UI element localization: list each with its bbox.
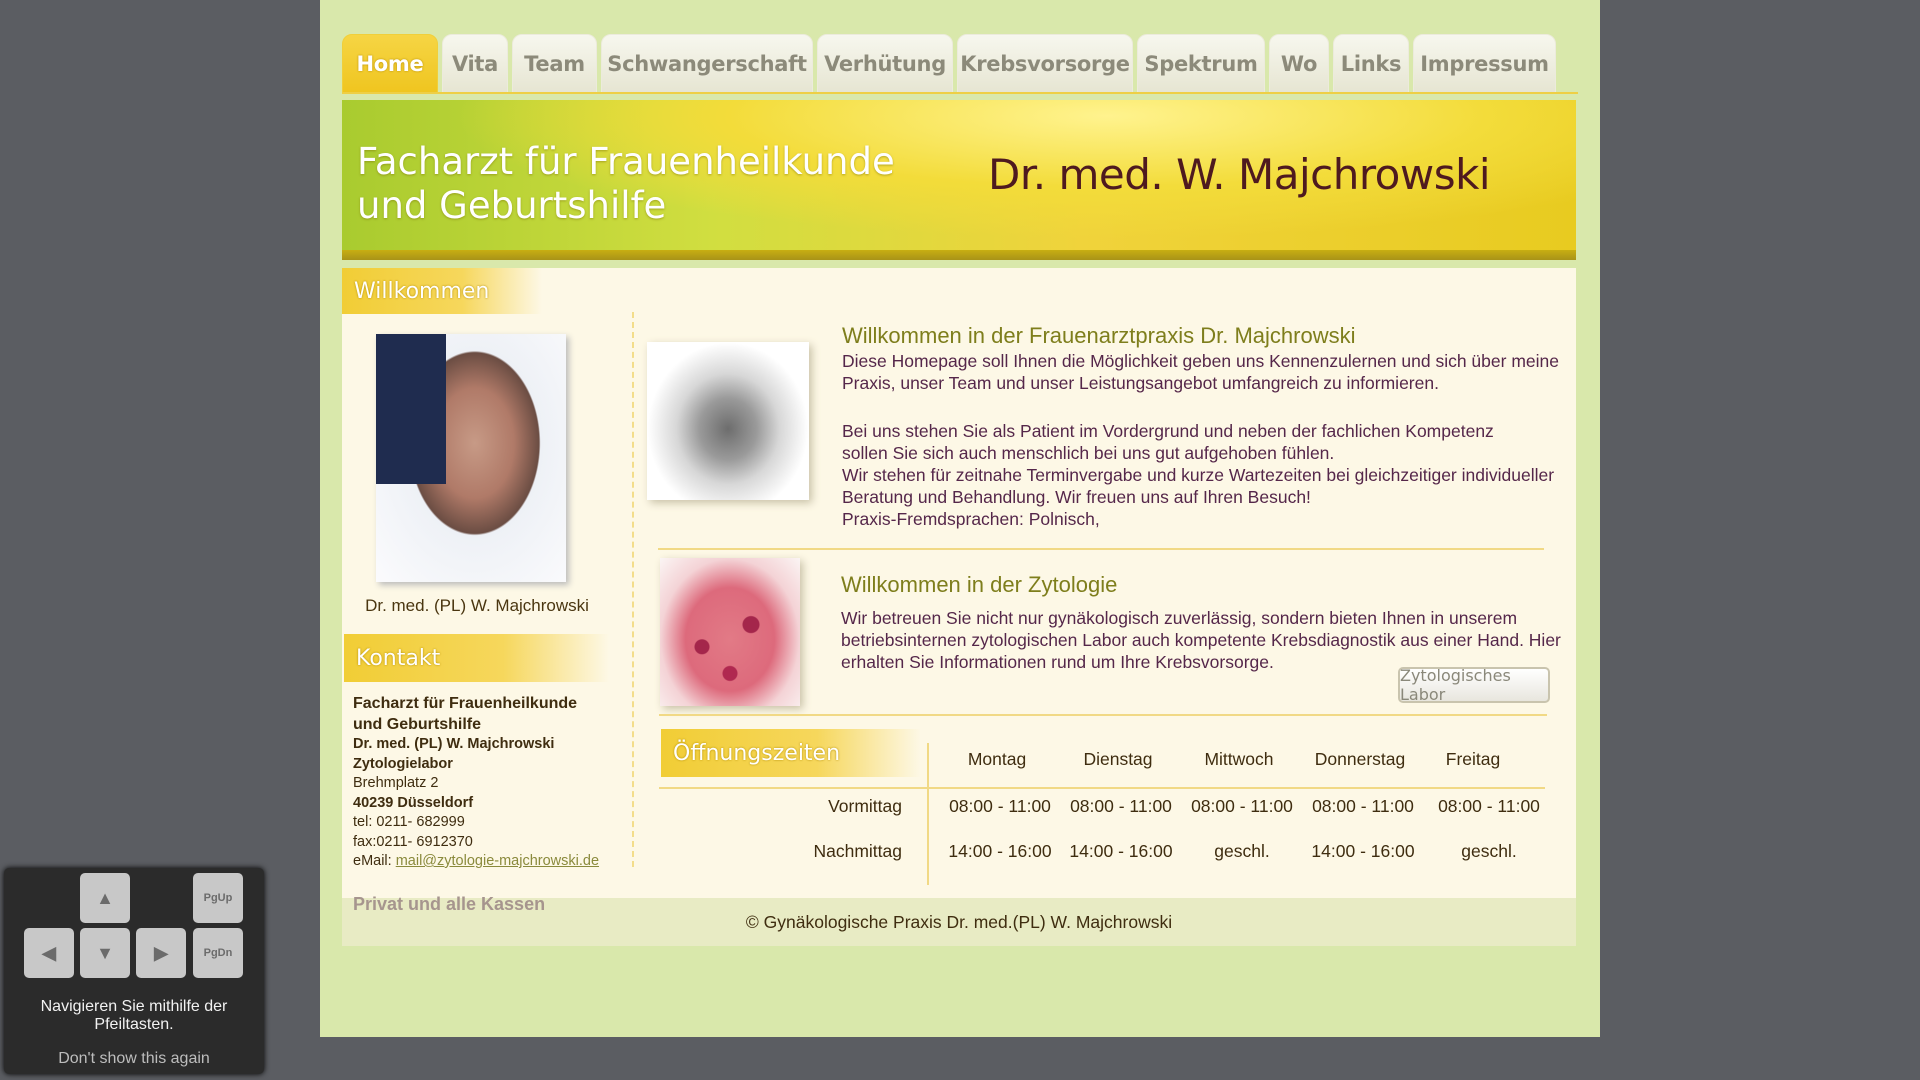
intro-heading: Willkommen in der Frauenarztpraxis Dr. Majchrowski <box>842 323 1356 348</box>
day-donnerstag: Donnerstag <box>1314 749 1406 769</box>
row-label-vormittag: Vormittag <box>828 796 902 816</box>
baby-photo <box>647 342 809 500</box>
hours-heading: Öffnungszeiten <box>661 729 921 777</box>
page-up-key[interactable]: PgUp <box>193 873 243 923</box>
contact-street: Brehmplatz 2 <box>353 775 439 791</box>
tab-verhuetung[interactable]: Verhütung <box>817 34 953 94</box>
portrait-caption: Dr. med. (PL) W. Majchrowski <box>365 596 589 615</box>
intro-paragraph-3: Wir stehen für zeitnahe Terminvergabe und kurze Wartezeiten bei gleichzeitiger individueller Beratung und Behandlung. Wir freuen uns auf Ihren Besuch! <box>842 465 1555 507</box>
row-label-nachmittag: Nachmittag <box>813 841 902 861</box>
cell-vormittag-montag: 08:00 - 11:00 <box>949 796 1051 816</box>
contact-email-label: eMail: <box>353 853 392 869</box>
contact-email-row <box>353 852 633 872</box>
intro-paragraph-2b: sollen Sie sich auch menschlich bei uns gut aufgehoben fühlen. <box>842 443 1335 463</box>
contact-line2: und Geburtshilfe <box>353 716 481 733</box>
footer <box>342 894 1576 946</box>
intro-paragraph-1: Diese Homepage soll Ihnen die Möglichkeit geben uns Kennenzulernen und sich über meine Praxis, unser Team und unser Leistungsangebot umfangreich zu informieren. <box>842 351 1559 393</box>
day-dienstag: Dienstag <box>1083 749 1153 769</box>
contact-block <box>353 693 633 872</box>
contact-tel: tel: 0211- 682999 <box>353 814 465 830</box>
tab-spektrum[interactable]: Spektrum <box>1137 34 1265 94</box>
cell-nachmittag-dienstag: 14:00 - 16:00 <box>1069 841 1173 861</box>
page-down-key[interactable]: PgDn <box>193 928 243 978</box>
contact-heading: Kontakt <box>344 634 609 682</box>
tab-schwangerschaft[interactable]: Schwangerschaft <box>601 34 813 94</box>
tab-vita[interactable]: Vita <box>442 34 508 94</box>
cell-nachmittag-mittwoch: geschl. <box>1214 841 1270 861</box>
contact-lab: Zytologielabor <box>353 755 453 772</box>
main-nav <box>342 34 1578 94</box>
intro-paragraph-4: Praxis-Fremdsprachen: Polnisch, <box>842 509 1100 529</box>
cell-vormittag-freitag: 08:00 - 11:00 <box>1438 796 1540 816</box>
contact-city: 40239 Düsseldorf <box>353 794 474 811</box>
day-montag: Montag <box>967 749 1027 769</box>
tab-links[interactable]: Links <box>1333 34 1409 94</box>
cell-vormittag-donnerstag: 08:00 - 11:00 <box>1312 796 1414 816</box>
contact-fax: fax:0211- 6912370 <box>353 833 473 850</box>
zytologie-text: Wir betreuen Sie nicht nur gynäkologisch zuverlässig, sondern bieten Ihnen in unserem betriebsinternen zytologischen Labor auch kompetente Krebsdiagnostik aus einer Hand. Hier erhalten Sie Informationen rund um Ihre Krebsvorsorge. <box>841 608 1561 672</box>
contact-line1: Facharzt für Frauenheilkunde <box>353 695 578 712</box>
copyright: © Gynäkologische Praxis Dr. med.(PL) W. Majchrowski <box>745 912 1173 932</box>
intro-paragraph-2a: Bei uns stehen Sie als Patient im Vordergrund und neben der fachlichen Kompetenz <box>842 421 1494 441</box>
cell-nachmittag-donnerstag: 14:00 - 16:00 <box>1311 841 1415 861</box>
zytologisches-labor-button[interactable]: Zytologisches Labor <box>1398 667 1550 703</box>
cell-vormittag-dienstag: 08:00 - 11:00 <box>1070 796 1172 816</box>
arrow-up-key[interactable]: ▲ <box>80 873 130 923</box>
tab-team[interactable]: Team <box>512 34 597 94</box>
dont-show-again-link[interactable]: Don't show this again <box>58 1050 210 1067</box>
cytology-photo <box>660 558 800 706</box>
arrow-left-key[interactable]: ◀ <box>24 928 74 978</box>
day-mittwoch: Mittwoch <box>1204 749 1274 769</box>
zytologie-heading: Willkommen in der Zytologie <box>841 572 1118 597</box>
hours-vertical-line <box>927 743 929 885</box>
arrow-right-key[interactable]: ▶ <box>136 928 186 978</box>
zytologie-separator <box>659 714 1547 716</box>
day-freitag: Freitag <box>1445 749 1501 769</box>
banner-title: Facharzt für Frauenheilkunde und Geburtshilfe <box>357 140 895 227</box>
contact-email-link[interactable]: mail@zytologie-majchrowski.de <box>395 853 600 869</box>
cell-nachmittag-montag: 14:00 - 16:00 <box>948 841 1052 861</box>
intro-separator <box>658 548 1544 550</box>
banner-doctor-name: Dr. med. W. Majchrowski <box>988 150 1491 199</box>
tab-impressum[interactable]: Impressum <box>1413 34 1556 94</box>
header-banner <box>342 100 1576 260</box>
welcome-heading: Willkommen <box>342 268 542 314</box>
page-container <box>320 0 1600 1037</box>
tab-home[interactable]: Home <box>342 34 438 94</box>
contact-doctor: Dr. med. (PL) W. Majchrowski <box>353 736 555 752</box>
cell-nachmittag-freitag: geschl. <box>1461 841 1517 861</box>
cell-vormittag-mittwoch: 08:00 - 11:00 <box>1191 796 1293 816</box>
doctor-portrait <box>376 334 566 582</box>
nav-divider <box>342 92 1578 94</box>
hours-horizontal-line <box>659 787 1545 789</box>
navigation-hint: Navigieren Sie mithilfe der Pfeiltasten. <box>40 998 228 1033</box>
keyboard-nav-overlay <box>4 868 264 1074</box>
tab-wo[interactable]: Wo <box>1269 34 1329 94</box>
insurance-note: Privat und alle Kassen <box>353 894 546 914</box>
tab-krebsvorsorge[interactable]: Krebsvorsorge <box>957 34 1133 94</box>
arrow-down-key[interactable]: ▼ <box>80 928 130 978</box>
